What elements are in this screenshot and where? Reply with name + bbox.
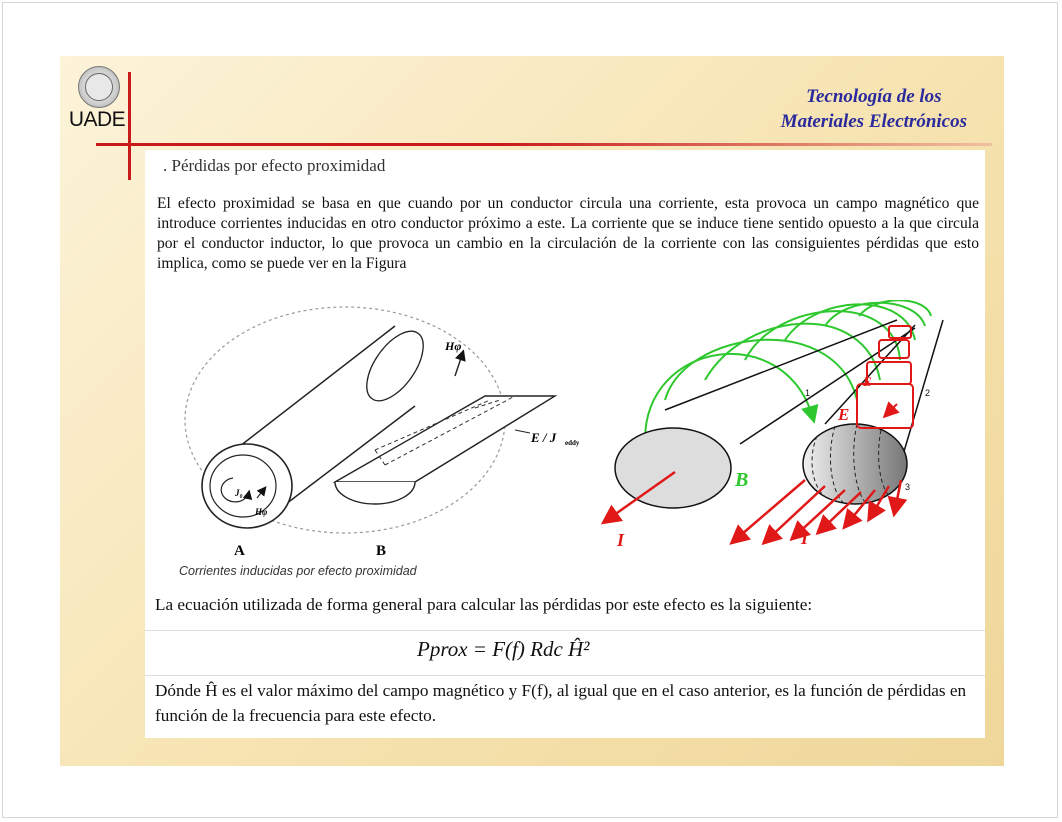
content-panel — [145, 150, 985, 738]
proximity-effect-figure — [145, 300, 985, 562]
course-title-line2: Materiales Electrónicos — [780, 111, 967, 132]
label-i2: I — [801, 528, 809, 548]
label-e: E / J — [531, 430, 557, 445]
right-diagram — [607, 300, 943, 550]
label-e1: E — [838, 405, 850, 424]
course-title — [781, 84, 967, 134]
course-title-line1: Tecnología de los — [806, 86, 942, 107]
equation-explanation: Dónde Ĥ es el valor máximo del campo magnético y F(f), al igual que en el caso anterior, es la función de pérdidas en función de la frecuencia para este efecto. — [155, 681, 967, 725]
uade-logo — [68, 64, 126, 134]
label-n1: 1 — [805, 388, 811, 398]
label-e-sub: eddy — [565, 439, 580, 447]
header-vertical-rule — [128, 72, 131, 180]
label-j: J₀ — [235, 488, 243, 498]
logo-text: UADE — [68, 108, 126, 131]
label-h-bottom: Hφ — [255, 507, 268, 517]
label-b: B — [376, 543, 387, 559]
label-n2: 2 — [925, 388, 931, 398]
equation-intro: La ecuación utilizada de forma general para calcular las pérdidas por este efecto es la siguiente: — [155, 595, 813, 614]
university-seal-icon — [78, 66, 120, 108]
label-i1: I — [617, 530, 625, 550]
header-horizontal-rule — [96, 143, 992, 146]
figure-caption: Corrientes inducidas por efecto proximidad — [179, 564, 417, 578]
label-n3: 3 — [905, 482, 911, 492]
left-diagram — [185, 307, 580, 559]
intro-paragraph: El efecto proximidad se basa en que cuando por un conductor circula una corriente, esta provoca un campo magnético que introduce corrientes inducidas en otro conductor próximo a este. La corriente que se induce tiene sentido opuesto a la que circula por el conductor inductor, lo que provoca un cambio en la circulación de la corriente con las consiguientes pérdidas que esto implica, como se puede ver en la Figura — [157, 195, 979, 272]
label-e2: E — [863, 374, 872, 389]
section-title: . Pérdidas por efecto proximidad — [163, 156, 386, 175]
equation-formula: Pprox = F(f) Rdc Ĥ² — [417, 637, 590, 661]
label-b-field: B — [735, 469, 749, 491]
label-h-top: Hφ — [445, 339, 462, 353]
label-a: A — [234, 543, 245, 559]
